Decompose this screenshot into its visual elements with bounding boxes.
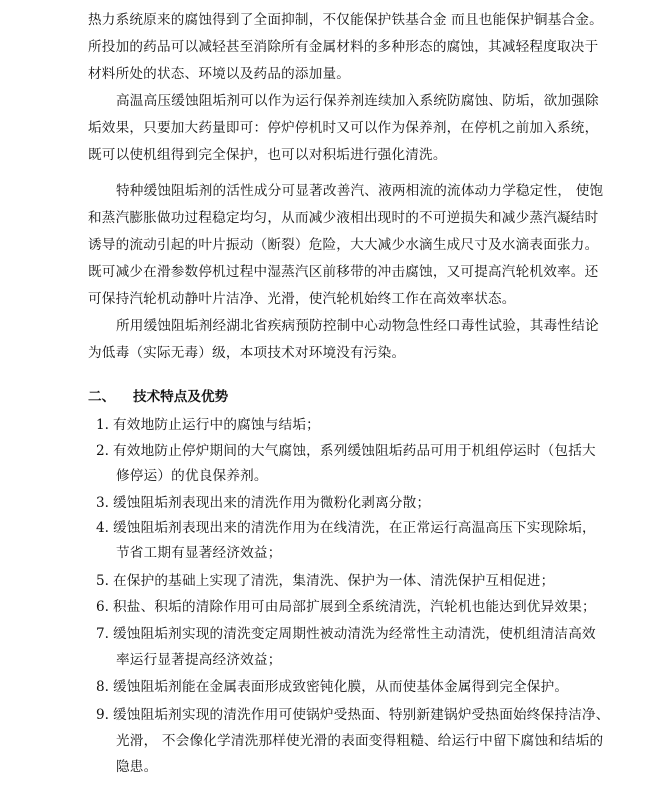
paragraph-line: 特种缓蚀阻垢剂的活性成分可显著改善汽、液两相流的流体动力学稳定性， 使饱 xyxy=(116,183,604,199)
section-title: 技术特点及优势 xyxy=(133,389,229,405)
list-item-text: 缓蚀阻垢剂表现出来的清洗作用为微粉化剥离分散； xyxy=(113,495,431,511)
paragraph-line: 热力系统原来的腐蚀得到了全面抑制，不仅能保护铁基合金 而且也能保护铜基合金。 xyxy=(88,12,603,28)
section-number: 二、 xyxy=(88,389,116,405)
paragraph-line: 所用缓蚀阻垢剂经湖北省疾病预防控制中心动物急性经口毒性试验，其毒性结论 xyxy=(116,318,599,334)
paragraph-line: 可保持汽轮机动静叶片洁净、光滑，使汽轮机始终工作在高效率状态。 xyxy=(88,291,516,307)
paragraph-line: 既可减少在滑参数停机过程中湿蒸汽区前移带的冲击腐蚀，又可提高汽轮机效率。还 xyxy=(88,264,599,280)
list-item-text: 修停运）的优良保养剂。 xyxy=(116,468,268,484)
paragraph-line: 和蒸汽膨胀做功过程稳定均匀，从而减少液相出现时的不可逆损失和减少蒸汽凝结时 xyxy=(88,210,599,226)
list-item-text: 光滑， 不会像化学清洗那样使光滑的表面变得粗糙、给运行中留下腐蚀和结垢的 xyxy=(116,733,604,749)
paragraph-line: 材料所处的状态、环境以及药品的添加量。 xyxy=(88,66,351,82)
paragraph-line: 诱导的流动引起的叶片振动（断裂）危险，大大减少水滴生成尺寸及水滴表面张力。 xyxy=(88,237,599,253)
list-item-text: 隐患。 xyxy=(116,759,158,775)
list-item-number: 5. xyxy=(96,573,109,589)
list-item-text: 缓蚀阻垢剂实现的清洗变定周期性被动清洗为经常性主动清洗，使机组清洁高效 xyxy=(113,626,596,642)
list-item-text: 积盐、积垢的清除作用可由局部扩展到全系统清洗，汽轮机也能达到优异效果； xyxy=(113,599,596,615)
list-item-number: 1. xyxy=(96,417,109,433)
list-item-number: 6. xyxy=(96,599,109,615)
list-item-text: 缓蚀阻垢剂能在金属表面形成致密钝化膜，从而使基体金属得到完全保护。 xyxy=(113,679,569,695)
paragraph-line: 高温高压缓蚀阻垢剂可以作为运行保养剂连续加入系统防腐蚀、防垢，欲加强除 xyxy=(116,93,599,109)
list-item-text: 缓蚀阻垢剂实现的清洗作用可使锅炉受热面、特别新建锅炉受热面始终保持洁净、 xyxy=(113,707,610,723)
paragraph-line: 既可以使机组得到完全保护，也可以对积垢进行强化清洗。 xyxy=(88,147,447,163)
paragraph-line: 垢效果，只要加大药量即可：停炉停机时又可以作为保养剂，在停机之前加入系统， xyxy=(88,120,599,136)
list-item-number: 7. xyxy=(96,626,109,642)
list-item-text: 在保护的基础上实现了清洗，集清洗、保护为一体、清洗保护互相促进； xyxy=(113,573,555,589)
list-item-number: 3. xyxy=(96,495,109,511)
list-item-text: 缓蚀阻垢剂表现出来的清洗作用为在线清洗，在正常运行高温高压下实现除垢， xyxy=(113,520,596,536)
list-item-number: 9. xyxy=(96,707,109,723)
list-item-text: 有效地防止停炉期间的大气腐蚀，系列缓蚀阻垢药品可用于机组停运时（包括大 xyxy=(113,443,596,459)
list-item-number: 8. xyxy=(96,679,109,695)
list-item-number: 4. xyxy=(96,520,109,536)
list-item-text: 有效地防止运行中的腐蚀与结垢； xyxy=(113,417,320,433)
list-item-text: 率运行显著提高经济效益； xyxy=(116,652,282,668)
list-item-text: 节省工期有显著经济效益； xyxy=(116,545,282,561)
paragraph-line: 所投加的药品可以减轻甚至消除所有金属材料的多种形态的腐蚀，其减轻程度取决于 xyxy=(88,39,599,55)
paragraph-line: 为低毒（实际无毒）级，本项技术对环境没有污染。 xyxy=(88,345,406,361)
list-item-number: 2. xyxy=(96,443,109,459)
